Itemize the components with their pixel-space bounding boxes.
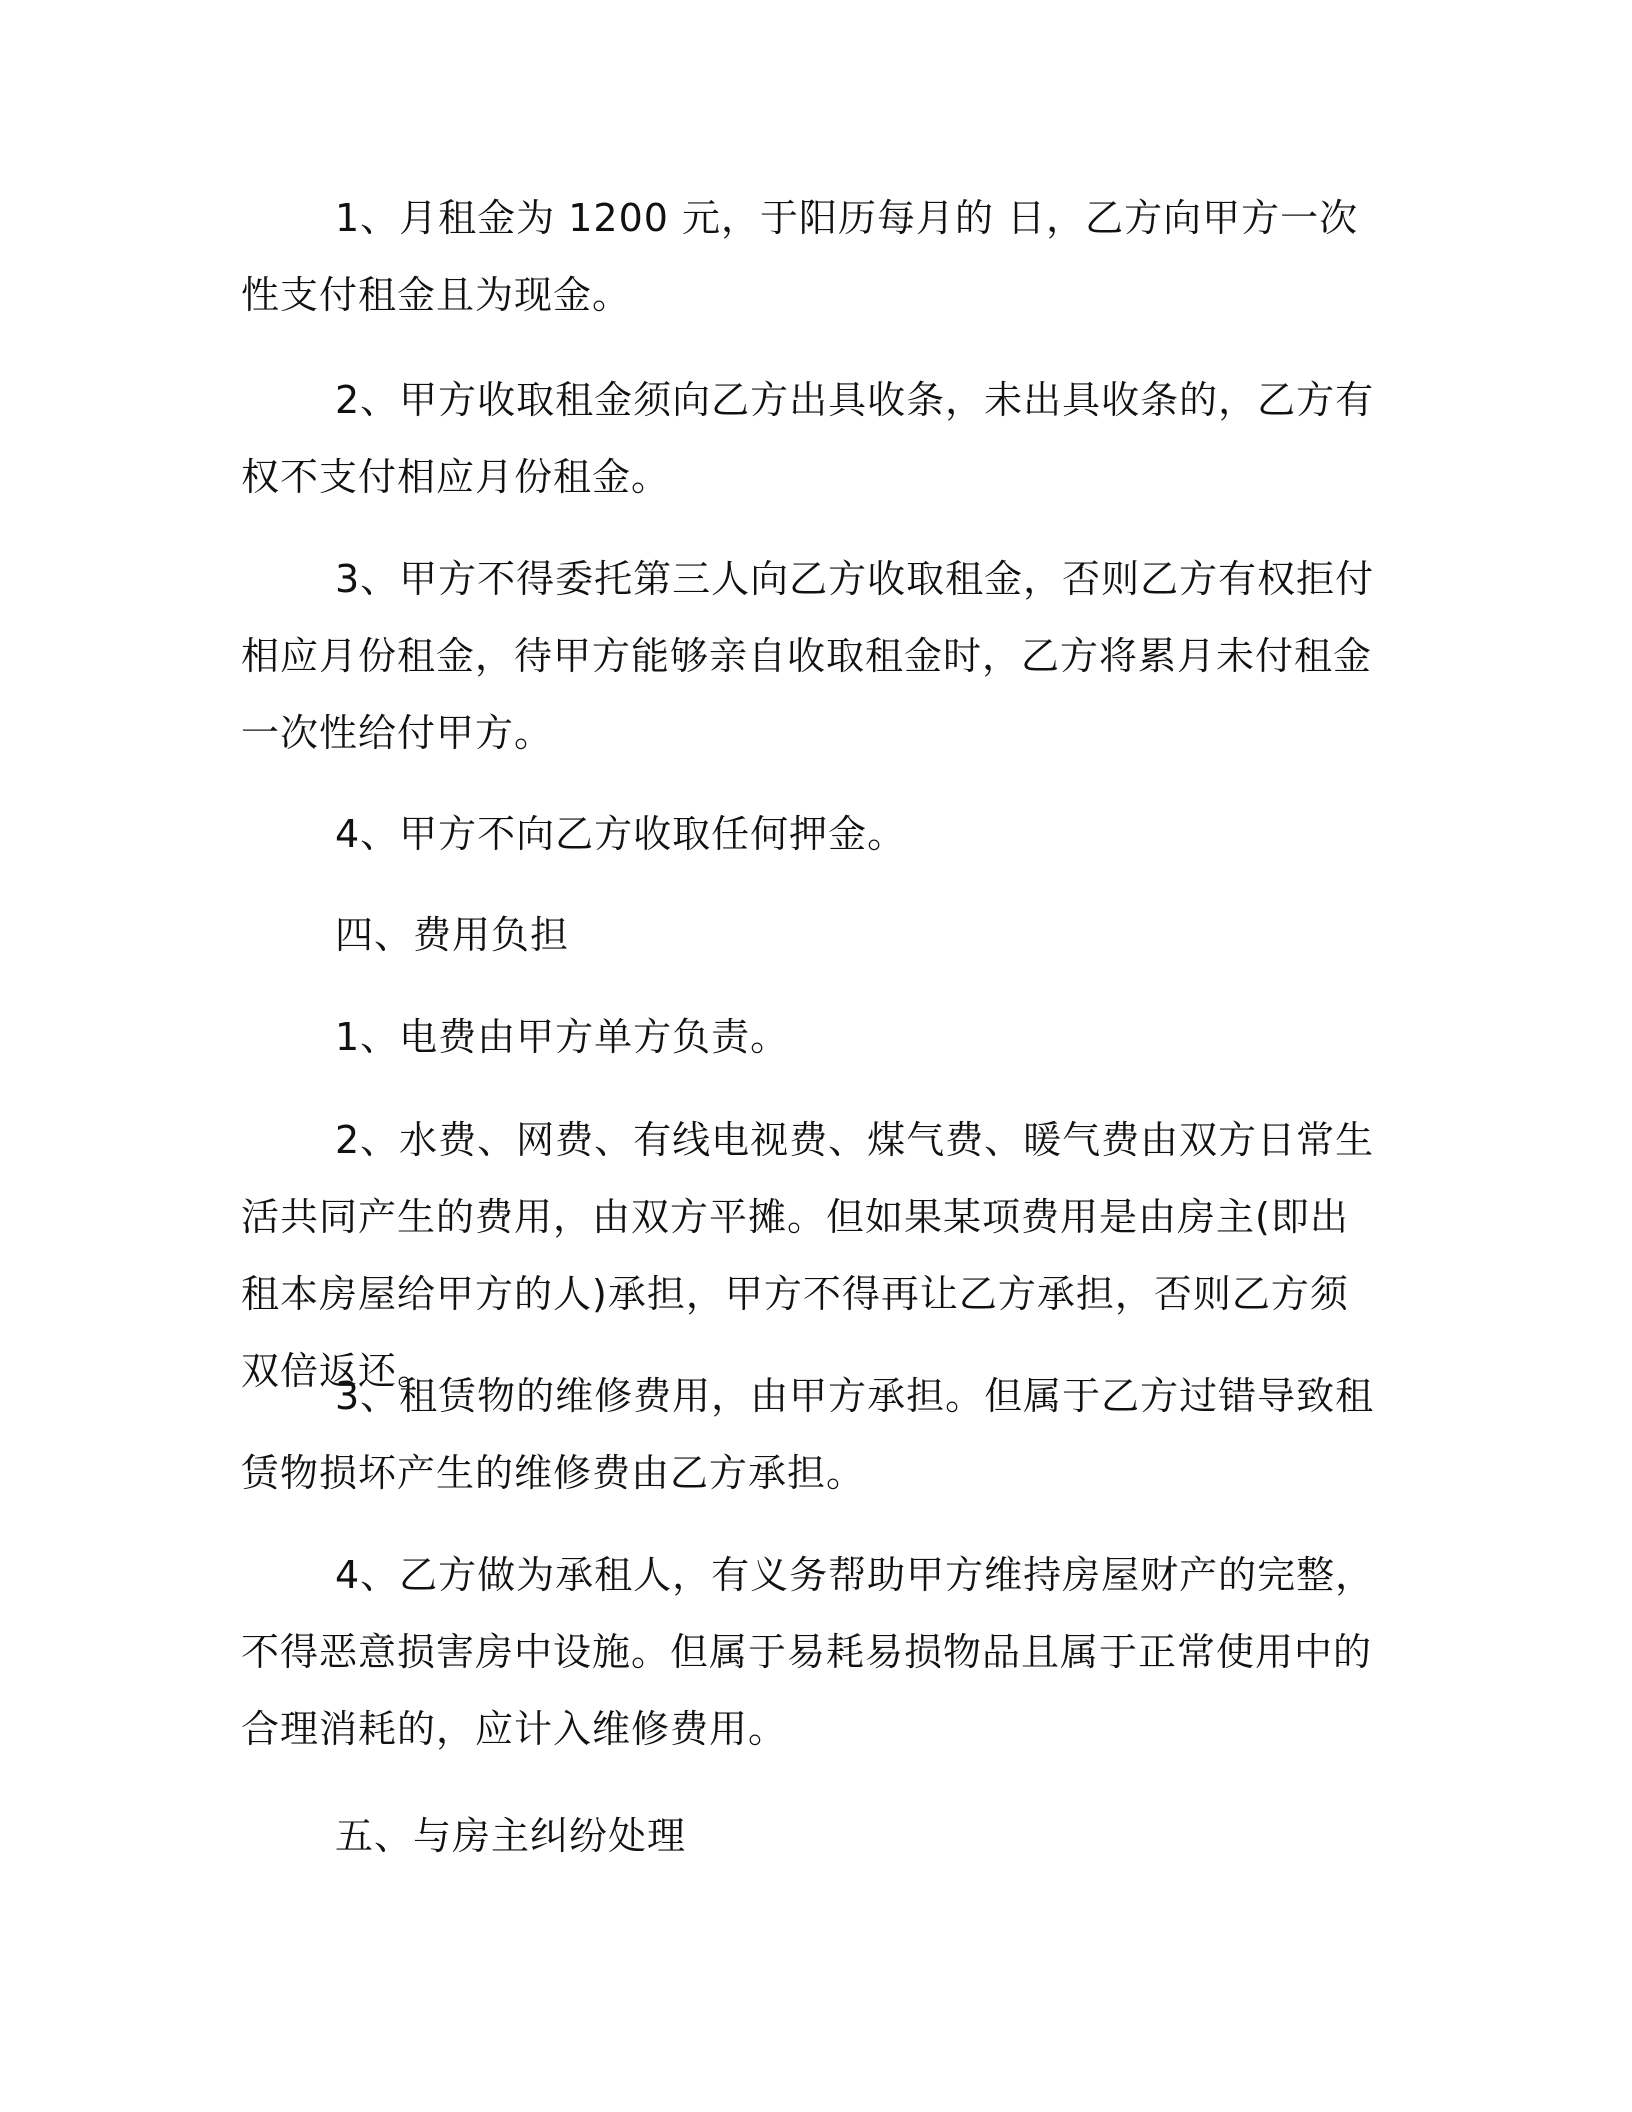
section-heading-landlord-dispute: 五、与房主纠纷处理 <box>335 1814 687 1858</box>
third-party-collection-paragraph: 3、甲方不得委托第三人向乙方收取租金，否则乙方有权拒付相应月份租金，待甲方能够亲自收取租金时，乙方将累月未付租金一次性给付甲方。 <box>241 557 1375 755</box>
maintenance-fee-paragraph: 3、租赁物的维修费用，由甲方承担。但属于乙方过错导致租赁物损坏产生的维修费由乙方承担。 <box>241 1374 1375 1495</box>
deposit-paragraph: 4、甲方不向乙方收取任何押金。 <box>335 812 907 856</box>
rent-amount-paragraph: 1、月租金为 1200 元，于阳历每月的 日，乙方向甲方一次性支付租金且为现金。 <box>241 196 1359 317</box>
rent-receipt-paragraph: 2、甲方收取租金须向乙方出具收条，未出具收条的，乙方有权不支付相应月份租金。 <box>241 378 1375 499</box>
section-heading-fees: 四、费用负担 <box>335 913 570 957</box>
property-integrity-paragraph: 4、乙方做为承租人，有义务帮助甲方维持房屋财产的完整，不得恶意损害房中设施。但属于易耗易损物品且属于正常使用中的合理消耗的，应计入维修费用。 <box>241 1553 1375 1751</box>
electricity-fee-paragraph: 1、电费由甲方单方负责。 <box>335 1015 790 1059</box>
shared-utilities-paragraph: 2、水费、网费、有线电视费、煤气费、暖气费由双方日常生活共同产生的费用，由双方平摊。但如果某项费用是由房主(即出租本房屋给甲方的人)承担，甲方不得再让乙方承担，否则乙方须双倍返还。 <box>241 1118 1375 1393</box>
